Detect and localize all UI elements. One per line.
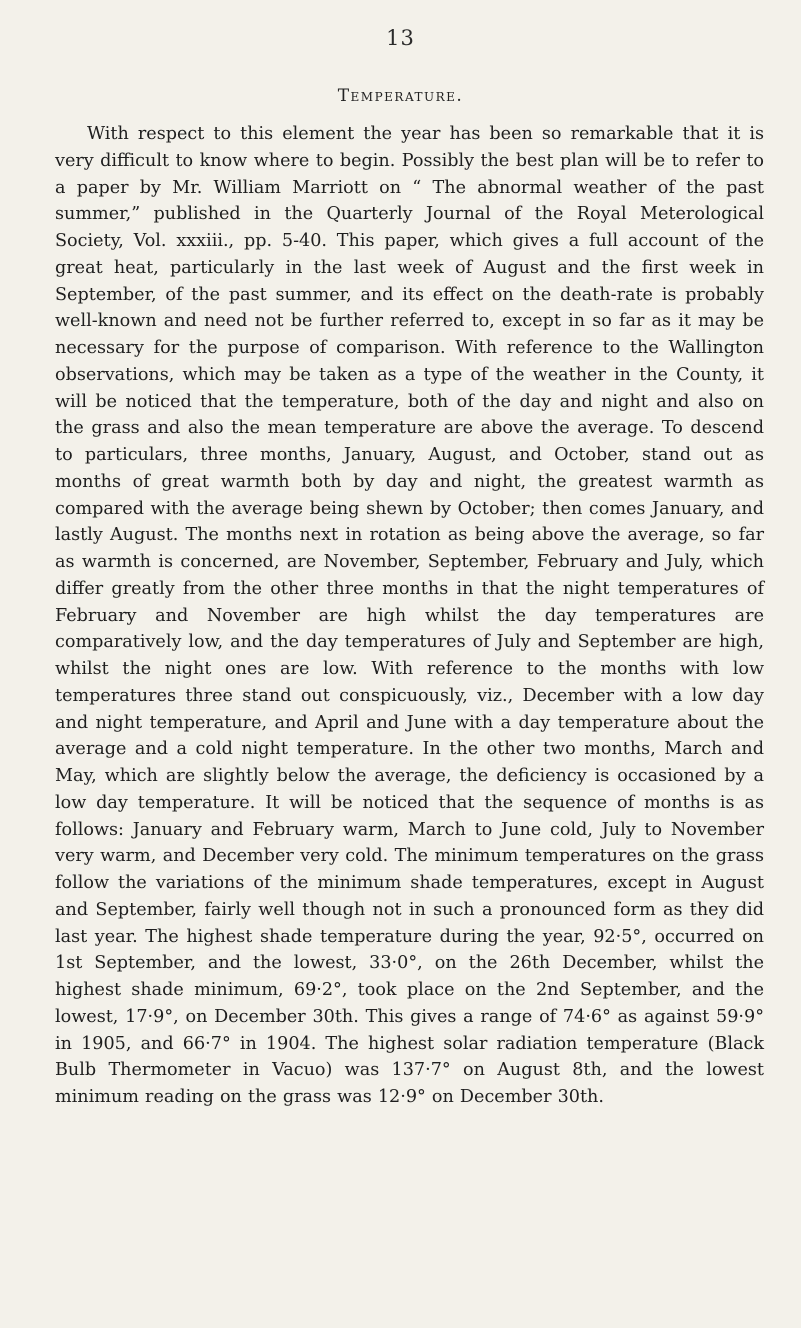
page-number: 13 — [386, 26, 415, 50]
section-heading: Temperature. — [337, 86, 464, 106]
body-paragraph: With respect to this element the year has been so remarkable that it is very difficult to know where to begin. Possibly the best plan will be to refer to a paper by Mr. William Marriott on “ The abnormal weather of the past summer,” published in the Quarterly Journal of the Royal Meterological Society, Vol. xxxiii., pp. 5-40. This paper, which gives a full account of the great heat, particularly in the last week of August and the first week in September, of the past summer, and its effect on the death-rate is probably well-known and need not be further referred to, except in so far as it may be necessary for the purpose of comparison. With reference to the Wallington observations, which may be taken as a type of the weather in the County, it will be noticed that the temperature, both of the day and night and also on the grass and also the mean temperature are above the average. To descend to particulars, three months, January, August, and October, stand out as months of great warmth both by day and night, the greatest warmth as compared with the average being shewn by October; then comes January, and lastly August. The months next in rotation as being above the average, so far as warmth is concerned, are November, September, February and July, which differ greatly from the other three months in that the night temperatures of February and November are high whilst the day temperatures are comparatively low, and the day temperatures of July and September are high, whilst the night ones are low. With reference to the months with low temperatures three stand out conspicuously, viz., December with a low day and night temperature, and April and June with a day temperature about the average and a cold night temperature. In the other two months, March and May, which are slightly below the average, the deficiency is occasioned by a low day temperature. It will be noticed that the sequence of months is as follows: January and February warm, March to June cold, July to November very warm, and December very cold. The minimum temperatures on the grass follow the variations of the minimum shade temperatures, except in August and September, fairly well though not in such a pronounced form as they did last year. The highest shade temperature during the year, 92·5°, occurred on 1st September, and the lowest, 33·0°, on the 26th December, whilst the highest shade minimum, 69·2°, took place on the 2nd September, and the lowest, 17·9°, on December 30th. This gives a range of 74·6° as against 59·9° in 1905, and 66·7° in 1904. The highest solar radiation temperature (Black Bulb Thermometer in Vacuo) was 137·7° on August 8th, and the lowest minimum reading on the grass was 12·9° on December 30th. — [55, 124, 764, 1107]
